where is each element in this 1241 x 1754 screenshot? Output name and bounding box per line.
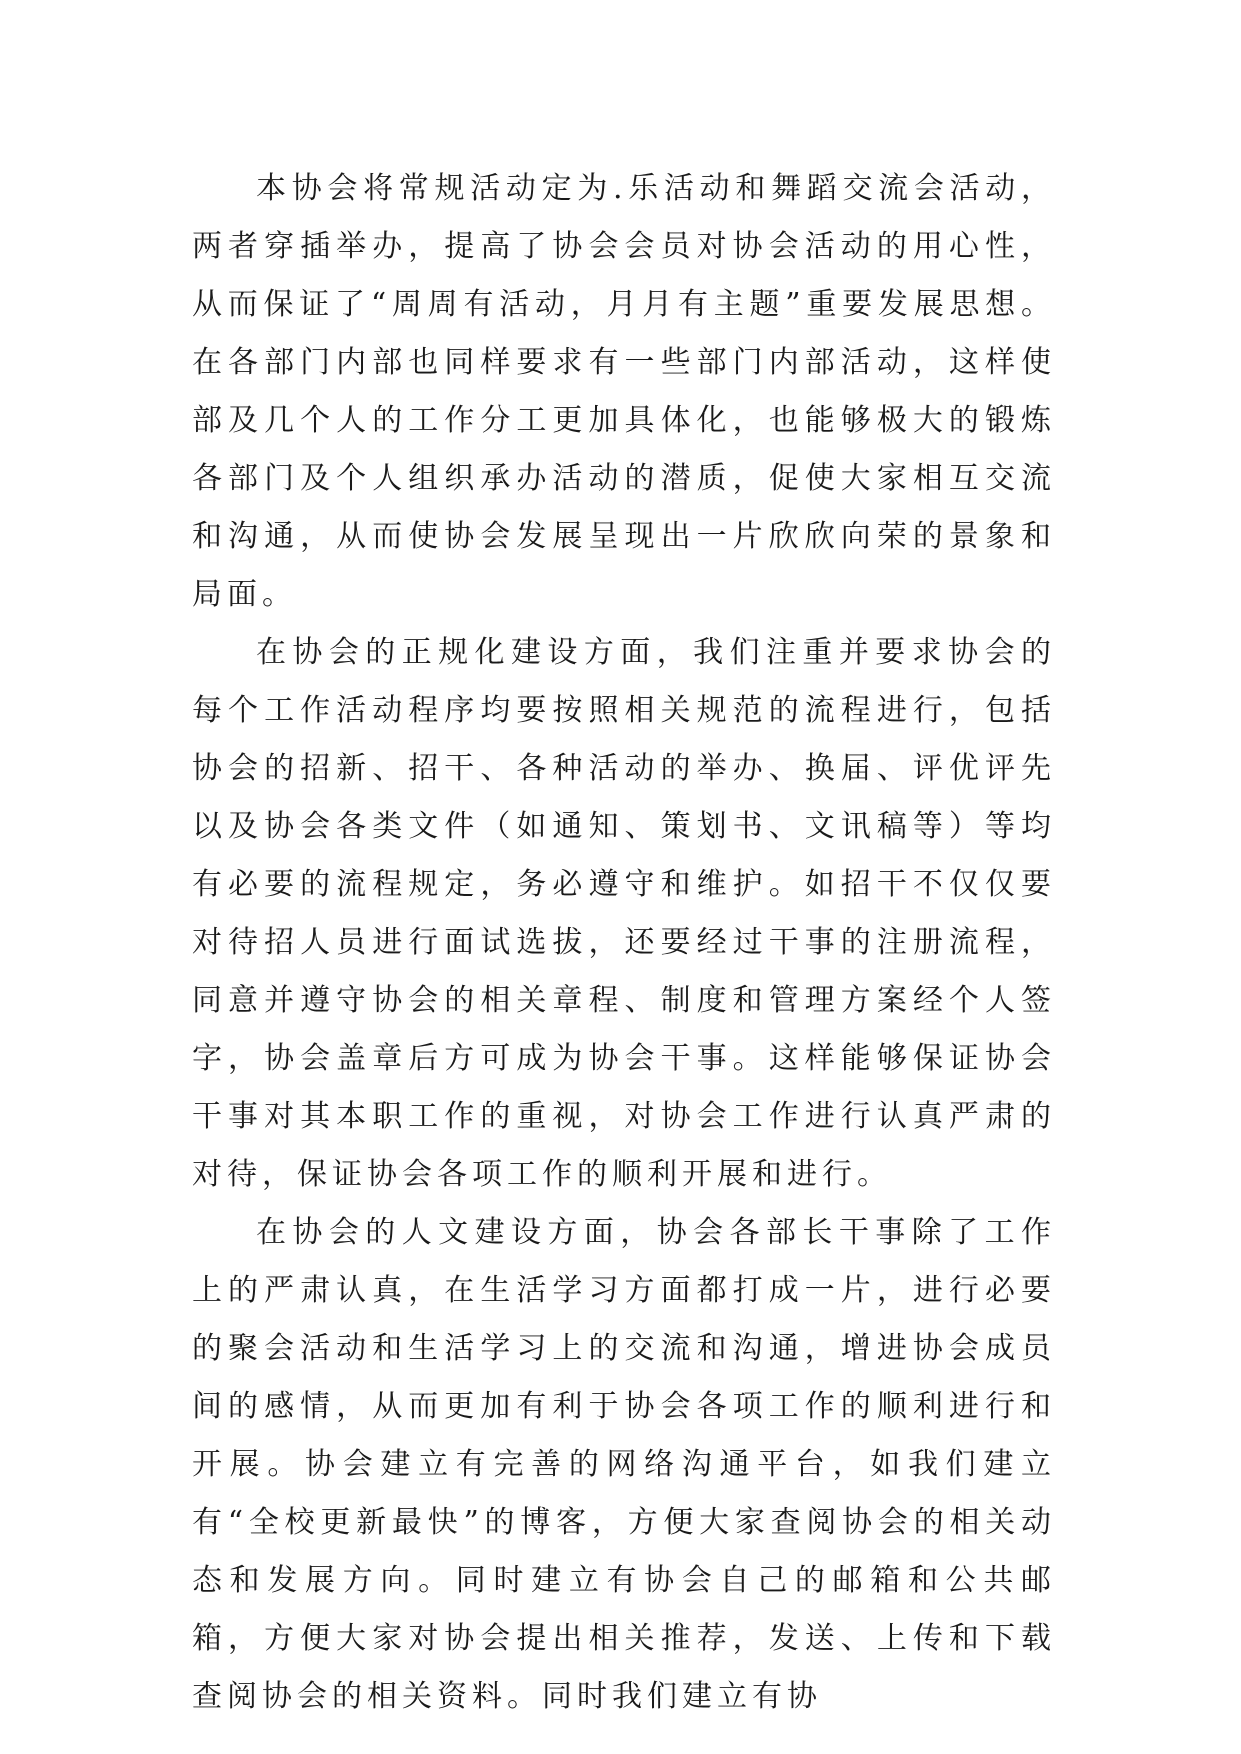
paragraph-activities: 本协会将常规活动定为.乐活动和舞蹈交流会活动，两者穿插举办，提高了协会会员对协会活动的用心性，从而保证了“周周有活动，月月有主题”重要发展思想。在各部门内部也同样要求有一些部门内部活动，这样使部及几个人的工作分工更加具体化，也能够极大的锻炼各部门及个人组织承办活动的潜质，促使大家相互交流和沟通，从而使协会发展呈现出一片欣欣向荣的景象和局面。 (192, 171, 1056, 612)
document-body (192, 160, 1056, 1726)
paragraph-culture: 在协会的人文建设方面，协会各部长干事除了工作上的严肃认真，在生活学习方面都打成一片，进行必要的聚会活动和生活学习上的交流和沟通，增进协会成员间的感情，从而更加有利于协会各项工作的顺利进行和开展。协会建立有完善的网络沟通平台，如我们建立有“全校更新最快”的博客，方便大家查阅协会的相关动态和发展方向。同时建立有协会自己的邮箱和公共邮箱，方便大家对协会提出相关推荐，发送、上传和下载查阅协会的相关资料。同时我们建立有协 (192, 1215, 1056, 1714)
paragraph-standardization: 在协会的正规化建设方面，我们注重并要求协会的每个工作活动程序均要按照相关规范的流程进行，包括协会的招新、招干、各种活动的举办、换届、评优评先以及协会各类文件（如通知、策划书、文讯稿等）等均有必要的流程规定，务必遵守和维护。如招干不仅仅要对待招人员进行面试选拔，还要经过干事的注册流程，同意并遵守协会的相关章程、制度和管理方案经个人签字，协会盖章后方可成为协会干事。这样能够保证协会干事对其本职工作的重视，对协会工作进行认真严肃的对待，保证协会各项工作的顺利开展和进行。 (192, 635, 1056, 1192)
